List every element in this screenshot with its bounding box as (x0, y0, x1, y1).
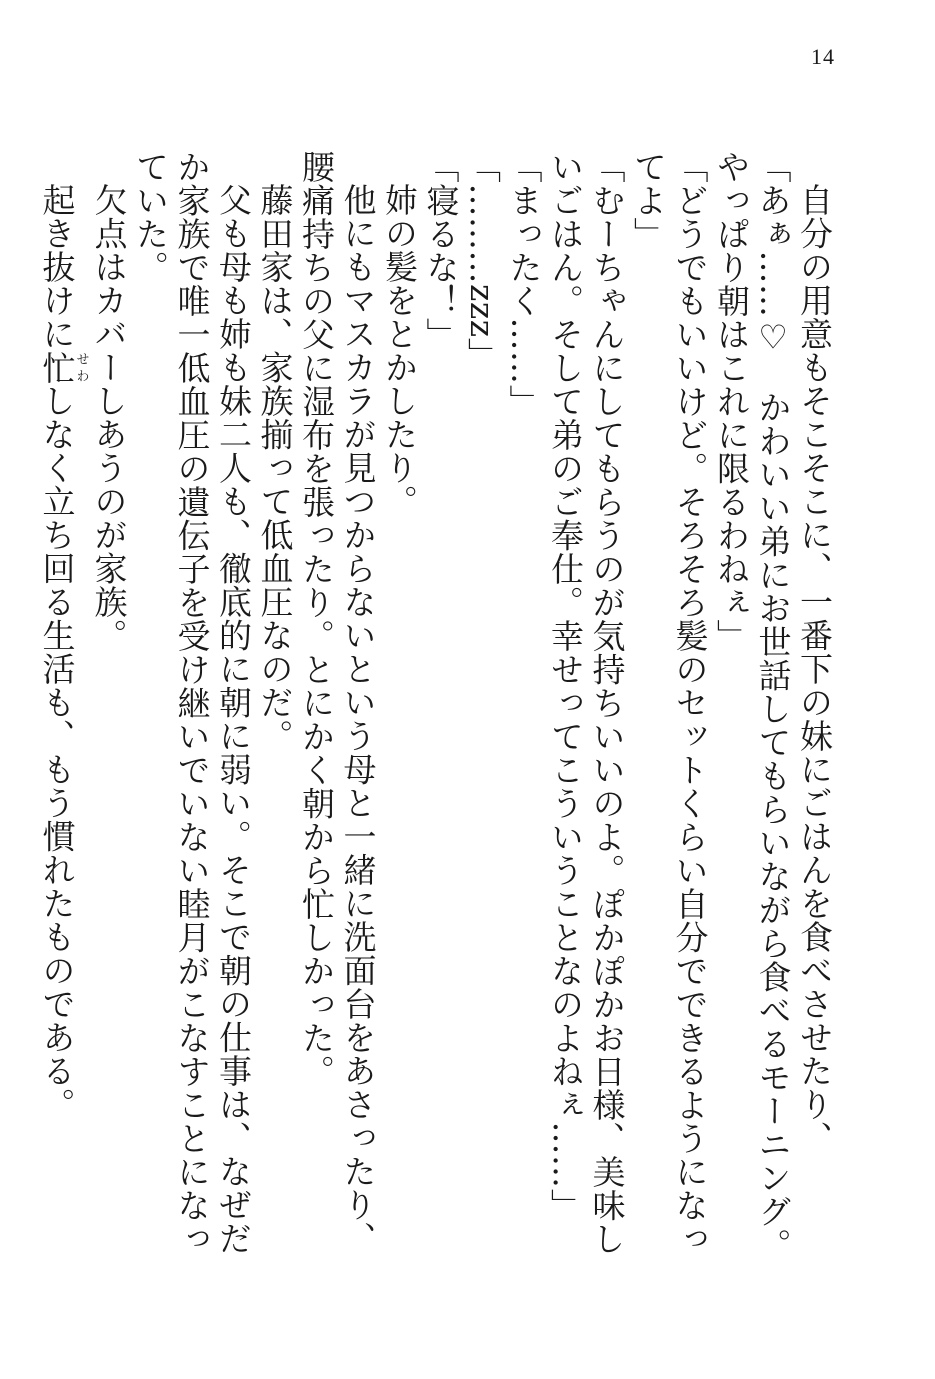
dialogue-line: 「まったく……」 (504, 150, 544, 418)
ruby-annotation (37, 350, 89, 385)
paragraph: 他にもマスカラが見つからないという母と一緒に洗面台をあさったり、腰痛持ちの父に湿布を張ったり。とにかく朝から忙しかった。 (297, 150, 378, 1255)
dialogue-line: 「どうでもいいけど。そろそろ髪のセットくらい自分でできるようになってよ」 (629, 150, 710, 1256)
page-number: 14 (811, 44, 835, 69)
paragraph: 父も母も姉も妹二人も、徹底的に朝に弱い。そこで朝の仕事は、なぜだか家族で唯一低血圧の遺伝子を受け継いでいない睦月がこなすことになっていた。 (131, 150, 253, 1256)
novel-body-text (36, 150, 835, 1280)
dialogue-line: 「あぁ……♡ かわいい弟にお世話してもらいながら食べるモーニング。やっぱり朝はこれに限るわねぇ」 (712, 150, 793, 1262)
dialogue-line: 「むーちゃんにしてもらうのが気持ちいいのよ。ぽかぽかお日様、美味しいごはん。そして弟のご奉仕。幸せってこういうことなのよねぇ……」 (546, 150, 627, 1256)
final-text-before: 起き抜けに (37, 183, 77, 351)
paragraph: 欠点はカバーしあうのが家族。 (89, 183, 129, 652)
final-text-after: しなく立ち回る生活も、もう慣れたものである。 (37, 384, 77, 1121)
final-paragraph (36, 150, 88, 1280)
dialogue-line: 「………zzz」 (463, 150, 502, 372)
paragraph: 自分の用意もそこそこに、一番下の妹にごはんを食べさせたり、 (795, 183, 834, 1155)
ruby-base: 忙 (37, 350, 77, 384)
paragraph: 藤田家は、家族揃って低血圧なのだ。 (255, 183, 295, 753)
dialogue-line: 「寝るな！」 (421, 150, 461, 351)
paragraph: 姉の髪をとかしたり。 (380, 183, 419, 518)
ruby-reading: せわ (73, 350, 89, 384)
